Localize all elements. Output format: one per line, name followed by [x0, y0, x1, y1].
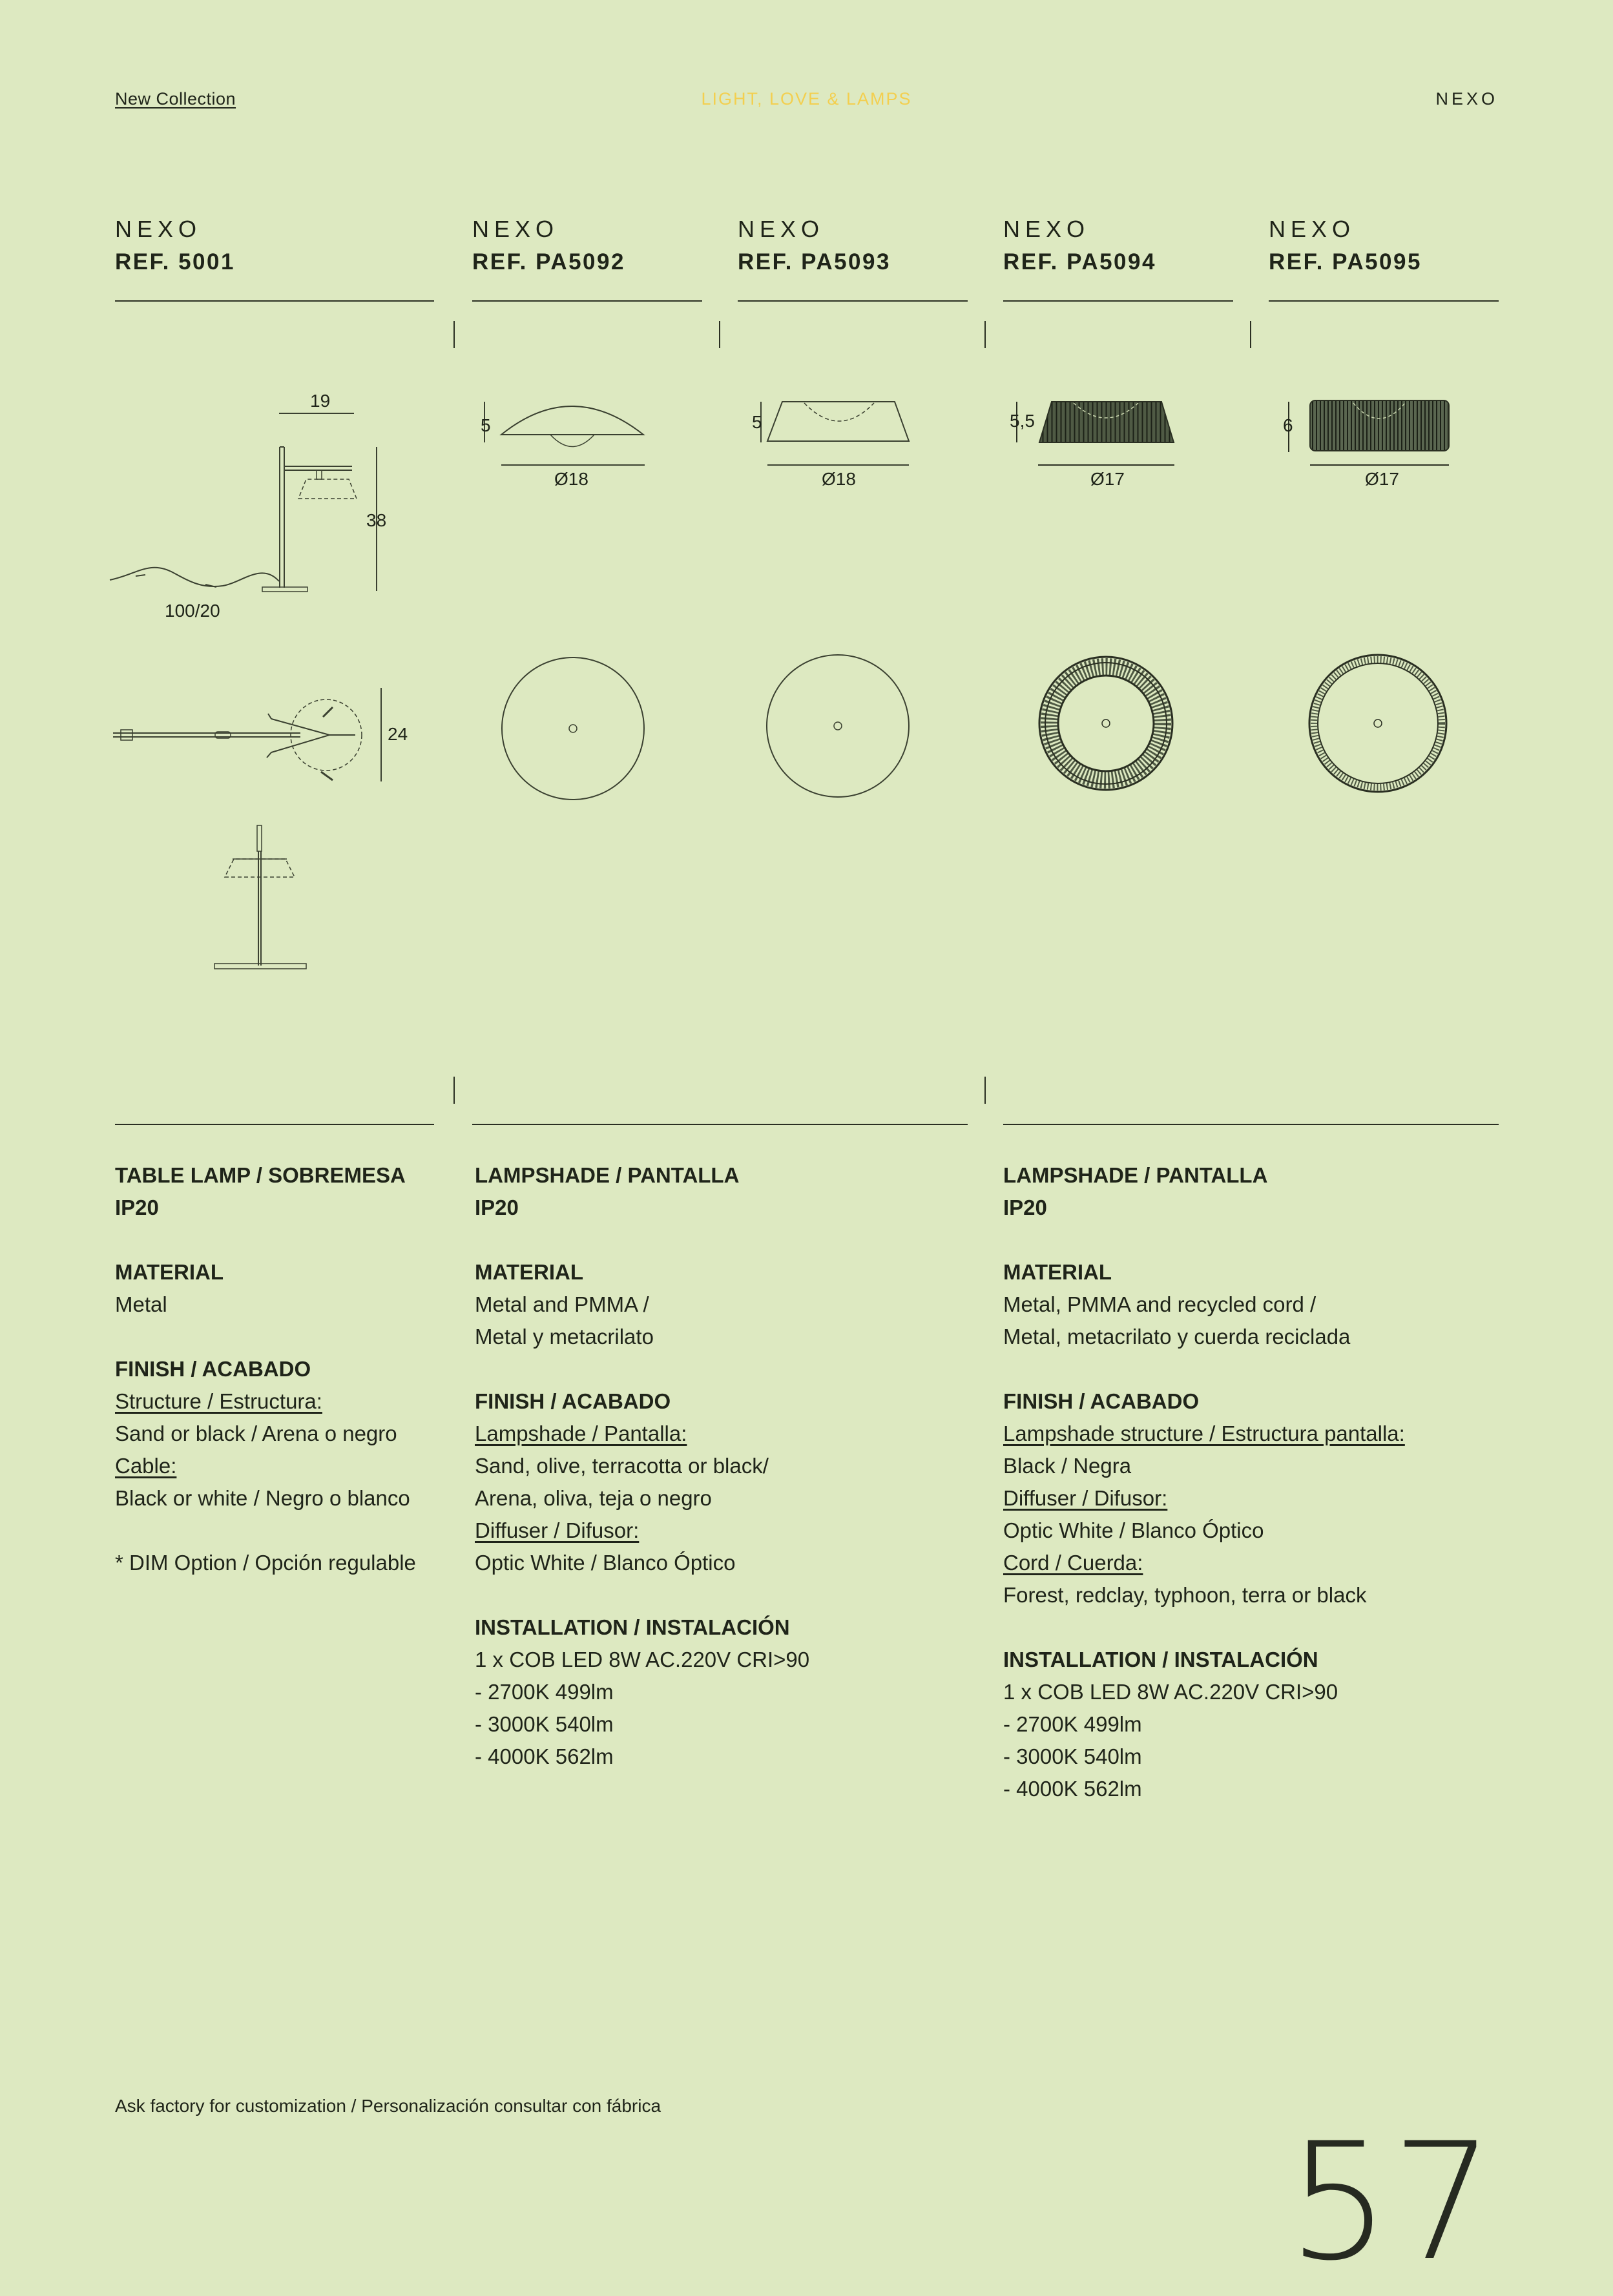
spec-line: Metal y metacrilato	[475, 1325, 654, 1349]
divider	[738, 300, 968, 302]
spec-sublabel: Structure / Estructura:	[115, 1389, 322, 1413]
pa5093-side-drawing	[745, 394, 919, 475]
spec-column-table-lamp	[115, 1159, 451, 1579]
spec-heading: MATERIAL	[475, 1260, 584, 1284]
dim-cable-length: 100/20	[165, 601, 220, 621]
spec-sublabel: Diffuser / Difusor:	[475, 1518, 640, 1542]
product-name-pa5095: NEXO	[1269, 216, 1356, 242]
spacer	[475, 1579, 966, 1611]
product-ref-pa5092: REF. PA5092	[472, 249, 625, 274]
dim-pa5093-diameter: Ø18	[822, 469, 856, 489]
divider	[1003, 300, 1233, 302]
spec-sublabel: Cord / Cuerda:	[1003, 1551, 1143, 1575]
divider	[472, 1124, 968, 1125]
dim-lamp-width: 19	[310, 391, 331, 411]
divider	[115, 1124, 434, 1125]
column-tick	[1250, 321, 1251, 348]
spec-heading: LAMPSHADE / PANTALLA	[475, 1163, 740, 1187]
spec-line: - 2700K 499lm	[1003, 1712, 1142, 1736]
product-name-pa5092: NEXO	[472, 216, 559, 242]
dim-pa5092-diameter: Ø18	[554, 469, 588, 489]
dim-pa5095-diameter: Ø17	[1365, 469, 1399, 489]
spec-heading: IP20	[1003, 1195, 1047, 1219]
spec-heading: IP20	[115, 1195, 159, 1219]
spec-line: Black / Negra	[1003, 1454, 1132, 1478]
pa5095-top-drawing	[1305, 652, 1453, 801]
spec-line: Metal, metacrilato y cuerda reciclada	[1003, 1325, 1351, 1349]
spec-column-pa5092-pa5093	[475, 1159, 966, 1773]
divider	[115, 300, 434, 302]
spec-sublabel: Cable:	[115, 1454, 177, 1478]
dim-pa5094-height: 5,5	[1010, 411, 1035, 431]
dim-lamp-height: 38	[366, 510, 387, 530]
page-number: 57	[1287, 2108, 1495, 2296]
spec-line: 1 x COB LED 8W AC.220V CRI>90	[1003, 1680, 1338, 1704]
spec-line: Metal and PMMA /	[475, 1292, 649, 1316]
spacer	[1003, 1611, 1494, 1644]
spec-line: Forest, redclay, typhoon, terra or black	[1003, 1583, 1367, 1607]
spec-line: - 2700K 499lm	[475, 1680, 614, 1704]
pa5095-side-drawing	[1276, 394, 1450, 475]
spec-line: Sand, olive, terracotta or black/	[475, 1454, 769, 1478]
header-brand: NEXO	[1435, 89, 1498, 109]
table-lamp-front-drawing	[207, 820, 317, 975]
spacer	[115, 1515, 451, 1547]
spec-heading: LAMPSHADE / PANTALLA	[1003, 1163, 1268, 1187]
column-tick	[453, 1077, 455, 1104]
product-ref-pa5095: REF. PA5095	[1269, 249, 1422, 274]
product-ref-pa5094: REF. PA5094	[1003, 249, 1156, 274]
dim-pa5092-height: 5	[481, 415, 491, 435]
spec-heading: FINISH / ACABADO	[115, 1357, 311, 1381]
product-name-pa5093: NEXO	[738, 216, 825, 242]
dim-base-width: 24	[388, 724, 408, 744]
spec-line: - 3000K 540lm	[1003, 1744, 1142, 1768]
spacer	[1003, 1224, 1494, 1256]
spec-line: - 4000K 562lm	[1003, 1777, 1142, 1801]
spec-heading: IP20	[475, 1195, 519, 1219]
spec-line: Black or white / Negro o blanco	[115, 1486, 410, 1510]
spec-sublabel: Lampshade structure / Estructura pantalla:	[1003, 1422, 1405, 1445]
product-ref-pa5093: REF. PA5093	[738, 249, 891, 274]
spec-heading: TABLE LAMP / SOBREMESA	[115, 1163, 406, 1187]
spec-heading: INSTALLATION / INSTALACIÓN	[475, 1615, 790, 1639]
spec-line: Optic White / Blanco Óptico	[475, 1551, 736, 1575]
column-tick	[984, 321, 986, 348]
spacer	[115, 1321, 451, 1353]
spec-heading: MATERIAL	[1003, 1260, 1112, 1284]
spec-heading: MATERIAL	[115, 1260, 224, 1284]
spec-line: - 3000K 540lm	[475, 1712, 614, 1736]
spec-line: 1 x COB LED 8W AC.220V CRI>90	[475, 1648, 810, 1671]
spacer	[1003, 1353, 1494, 1385]
spacer	[115, 1224, 451, 1256]
spec-line: - 4000K 562lm	[475, 1744, 614, 1768]
customization-note: Ask factory for customization / Personalización consultar con fábrica	[115, 2096, 661, 2116]
spec-line: Sand or black / Arena o negro	[115, 1422, 397, 1445]
spec-line: * DIM Option / Opción regulable	[115, 1551, 416, 1575]
pa5093-top-drawing	[762, 654, 917, 809]
header-collection-link[interactable]: New Collection	[115, 89, 236, 109]
dim-pa5093-height: 5	[752, 412, 762, 432]
divider	[472, 300, 702, 302]
spacer	[475, 1224, 966, 1256]
table-lamp-top-drawing	[113, 681, 391, 785]
product-name-5001: NEXO	[115, 216, 202, 242]
column-tick	[453, 321, 455, 348]
table-lamp-side-drawing	[110, 388, 446, 659]
spec-column-pa5094-pa5095	[1003, 1159, 1494, 1805]
spec-line: Optic White / Blanco Óptico	[1003, 1518, 1264, 1542]
spec-line: Metal	[115, 1292, 167, 1316]
product-ref-5001: REF. 5001	[115, 249, 235, 274]
pa5092-side-drawing	[478, 394, 652, 475]
header-tagline: LIGHT, LOVE & LAMPS	[701, 89, 912, 109]
product-name-pa5094: NEXO	[1003, 216, 1090, 242]
pa5094-side-drawing	[1009, 394, 1183, 475]
spec-sublabel: Diffuser / Difusor:	[1003, 1486, 1168, 1510]
pa5092-top-drawing	[497, 654, 652, 809]
divider	[1003, 1124, 1499, 1125]
spec-sublabel: Lampshade / Pantalla:	[475, 1422, 687, 1445]
column-tick	[984, 1077, 986, 1104]
spacer	[475, 1353, 966, 1385]
spec-line: Metal, PMMA and recycled cord /	[1003, 1292, 1316, 1316]
divider	[1269, 300, 1499, 302]
pa5094-top-drawing	[1034, 652, 1182, 801]
spec-heading: FINISH / ACABADO	[1003, 1389, 1200, 1413]
spec-heading: FINISH / ACABADO	[475, 1389, 671, 1413]
column-tick	[719, 321, 720, 348]
dim-pa5094-diameter: Ø17	[1090, 469, 1125, 489]
spec-line: Arena, oliva, teja o negro	[475, 1486, 712, 1510]
dim-pa5095-height: 6	[1283, 415, 1293, 435]
spec-heading: INSTALLATION / INSTALACIÓN	[1003, 1648, 1318, 1671]
